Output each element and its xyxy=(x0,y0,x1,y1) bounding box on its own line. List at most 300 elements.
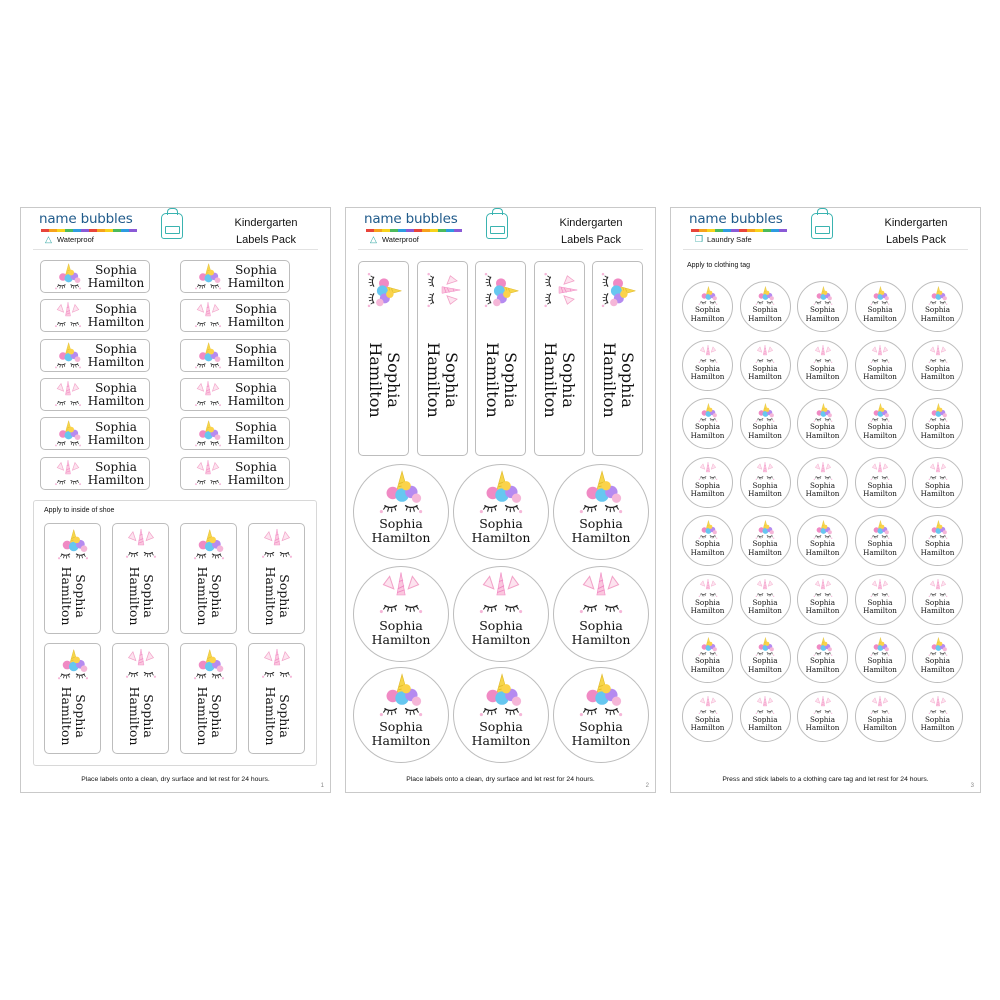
shoe-label xyxy=(112,523,169,634)
round-name-label xyxy=(453,667,549,763)
name-label xyxy=(40,339,150,372)
clothing-tag-label xyxy=(740,632,791,683)
clothing-tag-label xyxy=(682,515,733,566)
label-first-name: Sophia xyxy=(694,714,721,724)
tall-name-label xyxy=(534,261,585,456)
unicorn-icon xyxy=(809,579,837,599)
label-last-name: Hamilton xyxy=(863,430,897,440)
label-last-name: Hamilton xyxy=(690,664,725,674)
label-first-name: Sophia xyxy=(379,516,423,531)
page-number: 2 xyxy=(645,783,649,789)
header-divider xyxy=(358,249,643,250)
unicorn-icon xyxy=(866,579,894,599)
name-label xyxy=(40,417,150,450)
unicorn-icon xyxy=(187,648,231,682)
label-last-name: Hamilton xyxy=(920,372,955,381)
label-last-name: Hamilton xyxy=(748,430,782,440)
unicorn-icon xyxy=(866,462,894,482)
unicorn-icon xyxy=(751,345,779,365)
clothing-tag-label xyxy=(740,457,791,508)
unicorn-icon xyxy=(470,470,532,516)
label-first-name: Sophia xyxy=(579,617,623,633)
label-first-name: Sophia xyxy=(924,422,951,431)
label-last-name: Hamilton xyxy=(805,489,840,498)
header-divider xyxy=(683,249,968,250)
pack-title-line1: Kindergarten xyxy=(884,217,948,229)
clothing-tag-label xyxy=(797,574,848,625)
label-first-name: Sophia xyxy=(500,352,520,408)
label-first-name: Sophia xyxy=(694,422,721,431)
label-first-name: Sophia xyxy=(140,694,156,738)
label-last-name: Hamilton xyxy=(262,686,278,746)
label-first-name: Sophia xyxy=(235,420,277,435)
clothing-tag-label xyxy=(855,457,906,508)
brand-stripe xyxy=(366,229,462,232)
label-last-name: Hamilton xyxy=(920,489,955,498)
label-first-name: Sophia xyxy=(235,302,277,317)
label-last-name: Hamilton xyxy=(541,342,560,418)
unicorn-icon xyxy=(924,345,952,365)
backpack-icon xyxy=(811,213,833,239)
label-first-name: Sophia xyxy=(379,719,423,734)
unicorn-icon xyxy=(809,696,837,716)
shoe-label xyxy=(112,643,169,754)
unicorn-icon xyxy=(119,648,163,682)
brand-stripe xyxy=(41,229,137,232)
unicorn-icon xyxy=(370,673,432,719)
label-last-name: Hamilton xyxy=(87,354,145,369)
label-first-name: Sophia xyxy=(752,656,778,665)
section-label: Apply to inside of shoe xyxy=(44,507,115,514)
label-first-name: Sophia xyxy=(752,539,778,548)
label-first-name: Sophia xyxy=(809,422,836,431)
brand-logo: name bubbles xyxy=(364,211,458,227)
unicorn-icon xyxy=(189,381,227,409)
clothing-tag-label xyxy=(740,515,791,566)
unicorn-icon xyxy=(866,696,894,716)
unicorn-icon xyxy=(482,265,520,315)
label-last-name: Hamilton xyxy=(227,472,285,487)
label-first-name: Sophia xyxy=(924,597,951,607)
unicorn-icon xyxy=(809,345,837,365)
unicorn-icon xyxy=(49,263,87,291)
label-first-name: Sophia xyxy=(694,305,721,314)
label-first-name: Sophia xyxy=(809,714,836,724)
unicorn-icon xyxy=(49,381,87,409)
unicorn-icon xyxy=(189,342,227,370)
label-last-name: Hamilton xyxy=(690,723,725,732)
unicorn-icon xyxy=(187,528,231,562)
label-first-name: Sophia xyxy=(208,694,224,738)
label-last-name: Hamilton xyxy=(126,686,142,746)
label-last-name: Hamilton xyxy=(371,530,431,545)
clothing-tag-label xyxy=(855,515,906,566)
round-name-label xyxy=(353,566,449,662)
name-label xyxy=(40,299,150,332)
label-first-name: Sophia xyxy=(867,305,893,314)
clothing-tag-label xyxy=(912,398,963,449)
label-first-name: Sophia xyxy=(235,459,277,474)
label-last-name: Hamilton xyxy=(920,547,955,557)
clothing-tag-label xyxy=(912,574,963,625)
label-first-name: Sophia xyxy=(479,617,523,633)
label-first-name: Sophia xyxy=(276,694,292,738)
unicorn-icon xyxy=(599,265,637,315)
clothing-tag-label xyxy=(797,281,848,332)
label-first-name: Sophia xyxy=(809,656,836,665)
unicorn-icon xyxy=(751,637,779,657)
label-last-name: Hamilton xyxy=(920,664,955,674)
round-name-label xyxy=(353,464,449,560)
shoe-label xyxy=(248,643,305,754)
shoe-label xyxy=(180,643,237,754)
label-first-name: Sophia xyxy=(72,574,88,618)
label-first-name: Sophia xyxy=(276,574,292,618)
name-label xyxy=(180,260,290,293)
label-last-name: Hamilton xyxy=(690,547,725,557)
label-first-name: Sophia xyxy=(95,263,137,277)
label-first-name: Sophia xyxy=(694,539,721,548)
clothing-tag-label xyxy=(855,574,906,625)
clothing-tag-label xyxy=(797,457,848,508)
backpack-icon xyxy=(486,213,508,239)
label-last-name: Hamilton xyxy=(863,547,897,557)
unicorn-icon xyxy=(370,572,432,618)
sheet-instructions: Place labels onto a clean, dry surface and let rest for 24 hours. xyxy=(81,776,270,783)
page-number: 3 xyxy=(970,783,974,789)
pack-title-line2: Labels Pack xyxy=(886,234,946,246)
unicorn-icon xyxy=(365,265,403,315)
shoe-labels-section xyxy=(33,500,317,766)
label-last-name: Hamilton xyxy=(863,723,897,732)
unicorn-icon xyxy=(751,579,779,599)
unicorn-icon xyxy=(924,520,952,540)
label-first-name: Sophia xyxy=(579,516,623,531)
label-last-name: Hamilton xyxy=(471,530,531,545)
round-name-label xyxy=(553,566,649,662)
label-last-name: Hamilton xyxy=(805,606,840,615)
clothing-tag-label xyxy=(912,691,963,742)
sheet-header xyxy=(346,208,655,252)
label-last-name: Hamilton xyxy=(87,276,145,290)
name-label xyxy=(180,417,290,450)
unicorn-icon xyxy=(866,403,894,423)
unicorn-icon xyxy=(470,673,532,719)
clothing-tag-label xyxy=(855,691,906,742)
round-name-label xyxy=(553,464,649,560)
label-sheet-1 xyxy=(20,207,331,793)
clothing-tag-label xyxy=(797,515,848,566)
pack-title-line2: Labels Pack xyxy=(561,234,621,246)
label-first-name: Sophia xyxy=(72,694,88,738)
unicorn-icon xyxy=(751,696,779,716)
unicorn-icon xyxy=(751,520,779,540)
label-first-name: Sophia xyxy=(95,420,137,435)
clothing-tag-label xyxy=(682,340,733,391)
label-first-name: Sophia xyxy=(694,363,721,373)
label-first-name: Sophia xyxy=(95,302,137,317)
page-number: 1 xyxy=(320,783,324,789)
label-sheet-3 xyxy=(670,207,981,793)
label-last-name: Hamilton xyxy=(748,723,782,732)
clothing-tag-label xyxy=(740,340,791,391)
unicorn-icon xyxy=(694,520,722,540)
label-last-name: Hamilton xyxy=(748,606,782,615)
droplet-icon: △ xyxy=(45,234,52,244)
clothing-tag-label xyxy=(912,515,963,566)
label-last-name: Hamilton xyxy=(805,430,840,440)
label-first-name: Sophia xyxy=(809,480,836,490)
pack-title xyxy=(221,215,311,249)
label-first-name: Sophia xyxy=(379,617,423,633)
label-last-name: Hamilton xyxy=(571,631,631,647)
label-first-name: Sophia xyxy=(95,459,137,474)
unicorn-icon xyxy=(49,420,87,448)
label-first-name: Sophia xyxy=(140,574,156,618)
unicorn-icon xyxy=(924,696,952,716)
unicorn-icon xyxy=(255,648,299,682)
label-first-name: Sophia xyxy=(235,341,277,356)
label-last-name: Hamilton xyxy=(748,372,782,381)
label-first-name: Sophia xyxy=(867,597,893,607)
label-first-name: Sophia xyxy=(752,714,778,724)
shoe-label xyxy=(44,523,101,634)
unicorn-icon xyxy=(866,637,894,657)
label-last-name: Hamilton xyxy=(227,393,285,408)
label-last-name: Hamilton xyxy=(863,372,897,381)
unicorn-icon xyxy=(119,528,163,562)
unicorn-icon xyxy=(694,286,722,306)
label-first-name: Sophia xyxy=(752,305,778,314)
label-first-name: Sophia xyxy=(694,597,721,607)
name-label xyxy=(40,378,150,411)
label-last-name: Hamilton xyxy=(227,276,285,290)
label-first-name: Sophia xyxy=(924,714,951,724)
clothing-tag-label xyxy=(682,691,733,742)
label-first-name: Sophia xyxy=(867,480,893,490)
droplet-icon: △ xyxy=(370,234,377,244)
unicorn-icon xyxy=(924,286,952,306)
label-last-name: Hamilton xyxy=(471,733,531,748)
name-label xyxy=(180,339,290,372)
clothing-tag-label xyxy=(797,632,848,683)
sheet-header xyxy=(21,208,330,252)
section-label: Apply to clothing tag xyxy=(687,262,751,269)
label-last-name: Hamilton xyxy=(690,313,725,323)
label-last-name: Hamilton xyxy=(482,342,502,418)
label-last-name: Hamilton xyxy=(805,664,840,674)
badge-label: Waterproof xyxy=(382,235,419,244)
unicorn-icon xyxy=(51,528,95,562)
label-first-name: Sophia xyxy=(924,539,951,548)
unicorn-icon xyxy=(540,265,578,315)
label-last-name: Hamilton xyxy=(805,372,840,381)
clothing-tag-label xyxy=(797,340,848,391)
label-first-name: Sophia xyxy=(809,539,836,548)
label-last-name: Hamilton xyxy=(863,664,897,674)
label-first-name: Sophia xyxy=(617,352,637,408)
label-last-name: Hamilton xyxy=(87,433,145,448)
label-last-name: Hamilton xyxy=(748,664,782,674)
header-divider xyxy=(33,249,318,250)
unicorn-icon xyxy=(189,263,227,291)
label-last-name: Hamilton xyxy=(87,472,145,487)
pack-title xyxy=(871,215,961,249)
name-label xyxy=(180,457,290,490)
label-last-name: Hamilton xyxy=(227,315,285,330)
label-first-name: Sophia xyxy=(867,363,893,373)
unicorn-icon xyxy=(751,462,779,482)
label-first-name: Sophia xyxy=(442,352,461,408)
pack-title-line2: Labels Pack xyxy=(236,234,296,246)
label-first-name: Sophia xyxy=(752,480,778,490)
sheet-instructions: Place labels onto a clean, dry surface and let rest for 24 hours. xyxy=(406,776,595,783)
clothing-tag-label xyxy=(797,691,848,742)
label-last-name: Hamilton xyxy=(863,606,897,615)
badge-label: Waterproof xyxy=(57,235,94,244)
label-last-name: Hamilton xyxy=(920,723,955,732)
clothing-tag-label xyxy=(682,281,733,332)
label-last-name: Hamilton xyxy=(690,430,725,440)
label-last-name: Hamilton xyxy=(863,489,897,498)
name-label xyxy=(180,299,290,332)
unicorn-icon xyxy=(924,579,952,599)
clothing-tag-label xyxy=(912,340,963,391)
label-last-name: Hamilton xyxy=(748,489,782,498)
unicorn-icon xyxy=(49,460,87,488)
label-last-name: Hamilton xyxy=(365,342,385,418)
pack-title-line1: Kindergarten xyxy=(559,217,623,229)
label-last-name: Hamilton xyxy=(87,393,145,408)
unicorn-icon xyxy=(49,342,87,370)
label-last-name: Hamilton xyxy=(920,313,955,323)
label-last-name: Hamilton xyxy=(87,315,145,330)
unicorn-icon xyxy=(423,265,461,315)
label-last-name: Hamilton xyxy=(424,342,443,418)
label-last-name: Hamilton xyxy=(748,547,782,557)
label-last-name: Hamilton xyxy=(58,566,74,626)
clothing-tag-label xyxy=(912,457,963,508)
unicorn-icon xyxy=(809,403,837,423)
shoe-label xyxy=(180,523,237,634)
label-last-name: Hamilton xyxy=(227,433,285,448)
label-last-name: Hamilton xyxy=(126,566,142,626)
unicorn-icon xyxy=(570,673,632,719)
label-first-name: Sophia xyxy=(752,363,778,373)
tall-name-label xyxy=(592,261,643,456)
pack-title xyxy=(546,215,636,249)
label-first-name: Sophia xyxy=(867,422,893,431)
label-first-name: Sophia xyxy=(924,480,951,490)
label-first-name: Sophia xyxy=(752,422,778,431)
unicorn-icon xyxy=(809,286,837,306)
unicorn-icon xyxy=(809,520,837,540)
clothing-tag-label xyxy=(912,281,963,332)
label-last-name: Hamilton xyxy=(194,566,210,626)
label-last-name: Hamilton xyxy=(805,547,840,557)
round-name-label xyxy=(553,667,649,763)
unicorn-icon xyxy=(924,637,952,657)
clothing-tag-label xyxy=(682,457,733,508)
label-last-name: Hamilton xyxy=(371,733,431,748)
unicorn-icon xyxy=(751,286,779,306)
label-first-name: Sophia xyxy=(924,363,951,373)
tall-name-label xyxy=(417,261,468,456)
round-name-label xyxy=(453,464,549,560)
label-first-name: Sophia xyxy=(694,656,721,665)
label-first-name: Sophia xyxy=(867,656,893,665)
label-last-name: Hamilton xyxy=(599,342,619,418)
label-first-name: Sophia xyxy=(235,380,277,395)
shirt-icon: ❐ xyxy=(695,234,704,244)
clothing-tag-label xyxy=(740,574,791,625)
label-last-name: Hamilton xyxy=(371,631,431,647)
unicorn-icon xyxy=(694,637,722,657)
clothing-tag-label xyxy=(740,281,791,332)
label-last-name: Hamilton xyxy=(690,372,725,381)
label-first-name: Sophia xyxy=(559,352,578,408)
label-first-name: Sophia xyxy=(95,341,137,356)
label-last-name: Hamilton xyxy=(920,430,955,440)
sheet-header xyxy=(671,208,980,252)
label-first-name: Sophia xyxy=(235,263,277,277)
label-first-name: Sophia xyxy=(95,380,137,395)
brand-logo: name bubbles xyxy=(39,211,133,227)
unicorn-icon xyxy=(809,637,837,657)
label-last-name: Hamilton xyxy=(262,566,278,626)
label-first-name: Sophia xyxy=(809,305,836,314)
sheet-instructions: Press and stick labels to a clothing care tag and let rest for 24 hours. xyxy=(722,776,929,783)
label-first-name: Sophia xyxy=(809,363,836,373)
clothing-tag-label xyxy=(912,632,963,683)
label-first-name: Sophia xyxy=(752,597,778,607)
unicorn-icon xyxy=(570,572,632,618)
label-last-name: Hamilton xyxy=(571,530,631,545)
clothing-tag-label xyxy=(740,691,791,742)
label-last-name: Hamilton xyxy=(748,313,782,323)
pack-title-line1: Kindergarten xyxy=(234,217,298,229)
clothing-tag-label xyxy=(682,398,733,449)
label-sheet-2 xyxy=(345,207,656,793)
brand-logo: name bubbles xyxy=(689,211,783,227)
label-first-name: Sophia xyxy=(208,574,224,618)
unicorn-icon xyxy=(924,462,952,482)
unicorn-icon xyxy=(51,648,95,682)
badge-label: Laundry Safe xyxy=(707,235,752,244)
round-name-label xyxy=(353,667,449,763)
label-last-name: Hamilton xyxy=(805,313,840,323)
unicorn-icon xyxy=(694,696,722,716)
label-last-name: Hamilton xyxy=(690,489,725,498)
label-last-name: Hamilton xyxy=(58,686,74,746)
clothing-tag-label xyxy=(855,281,906,332)
clothing-tag-label xyxy=(797,398,848,449)
brand-stripe xyxy=(691,229,787,232)
backpack-icon xyxy=(161,213,183,239)
unicorn-icon xyxy=(809,462,837,482)
tall-name-label xyxy=(358,261,409,456)
label-first-name: Sophia xyxy=(694,480,721,490)
unicorn-icon xyxy=(751,403,779,423)
label-last-name: Hamilton xyxy=(805,723,840,732)
unicorn-icon xyxy=(694,403,722,423)
shoe-label xyxy=(44,643,101,754)
unicorn-icon xyxy=(49,302,87,330)
unicorn-icon xyxy=(866,520,894,540)
clothing-tag-label xyxy=(855,398,906,449)
unicorn-icon xyxy=(189,460,227,488)
unicorn-icon xyxy=(694,579,722,599)
